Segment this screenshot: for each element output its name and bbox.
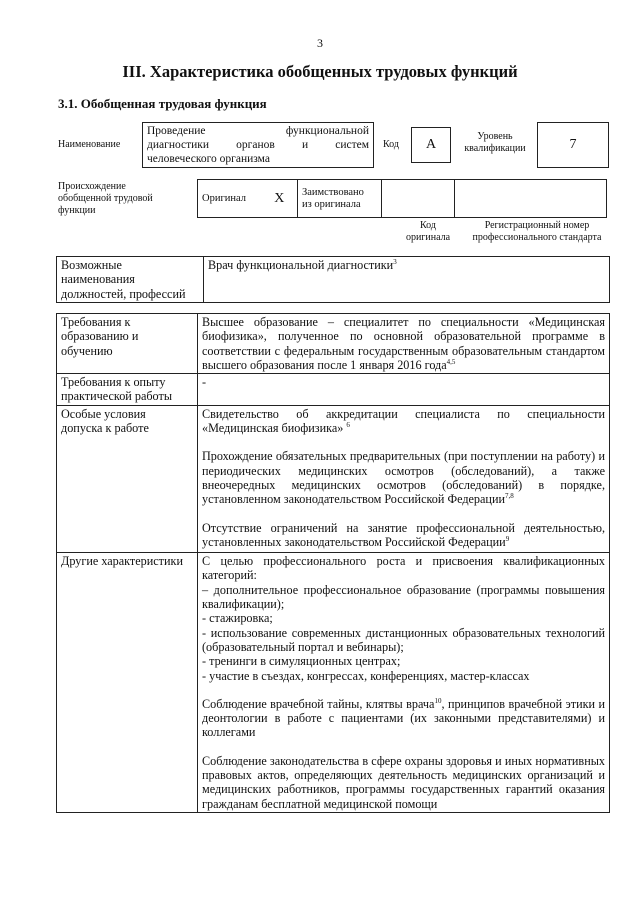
other-item: - использование современных дистанционных образовательных технологий (образовательный портал и вебинары); <box>202 625 605 654</box>
other-text: , принципов врачебной этики и деонтологии в работе с пациентами (их законными представителями) и коллегами <box>202 696 605 740</box>
original-mark: X <box>262 180 298 218</box>
positions-label <box>57 257 204 303</box>
special-text: Свидетельство об аккредитации специалиста по специальности «Медицинская биофизика» <box>202 406 605 436</box>
other-text: Соблюдение врачебной тайны, клятвы врача <box>202 696 435 711</box>
other-paragraph: Соблюдение законодательства в сфере охраны здоровья и иных нормативных правовых актов, определяющих деятельность медицинских организаций и медицинских работников, программы государственных гарантий оказания гражданам бесплатной медицинской помощи <box>202 753 605 811</box>
reg-caption-line: профессионального стандарта <box>472 232 602 243</box>
other-item: - участие в съездах, конгрессах, конференциях, мастер-классах <box>202 668 530 683</box>
experience-label <box>57 374 198 406</box>
code-value-box: А <box>411 127 451 163</box>
reg-number-cell <box>455 180 607 218</box>
level-label-line: Уровень <box>477 131 513 142</box>
code-caption <box>388 220 468 244</box>
footnote-ref: 9 <box>505 534 510 543</box>
function-name-box <box>142 122 374 168</box>
origin-table <box>197 179 607 218</box>
experience-label-line: практической работы <box>61 389 173 404</box>
special-label-line: допуска к работе <box>61 421 149 436</box>
other-item: - стажировка; <box>202 611 273 626</box>
borrowed-line: Заимствовано <box>302 186 364 198</box>
code-label: Код <box>383 139 399 150</box>
special-value <box>198 405 610 552</box>
borrowed-label <box>298 180 382 218</box>
special-label-line: Особые условия <box>61 406 146 421</box>
level-label <box>460 131 530 155</box>
footnote-ref: 3 <box>393 257 397 266</box>
positions-table <box>56 256 610 303</box>
other-value <box>198 553 610 813</box>
positions-label-line: Возможные <box>61 258 122 272</box>
reg-caption-line: Регистрационный номер <box>484 220 590 231</box>
positions-label-line: должностей, профессий <box>61 286 186 301</box>
special-paragraph <box>202 449 605 506</box>
experience-value: - <box>198 374 610 406</box>
code-caption-line: Код <box>420 220 436 231</box>
education-label-line: образованию и <box>61 329 139 344</box>
positions-text: Врач функциональной диагностики <box>208 258 394 272</box>
positions-label-line: наименования <box>61 272 135 287</box>
special-paragraph <box>202 521 605 552</box>
level-value-box: 7 <box>537 122 609 168</box>
original-label: Оригинал <box>198 180 262 218</box>
other-intro: С целью профессионального роста и присвоения квалификационных категорий: <box>202 554 605 583</box>
section-title: III. Характеристика обобщенных трудовых функций <box>122 62 518 81</box>
experience-label-line: Требования к опыту <box>61 375 166 390</box>
other-label: Другие характеристики <box>57 553 198 813</box>
special-paragraph <box>202 407 605 436</box>
education-text: Высшее образование – специалитет по специальности «Медицинская биофизика», полученное по основной образовательной программе в соответствии с федеральным государственным образовательным стандартом высшего образования после 1 января 2016 года <box>202 315 605 372</box>
code-caption-line: оригинала <box>405 232 451 243</box>
education-value <box>198 314 610 374</box>
footnote-ref: 10 <box>434 696 442 705</box>
origin-label-line: обобщенной трудовой <box>58 193 153 204</box>
positions-value <box>204 257 610 303</box>
function-name-line: диагностики органов и систем <box>147 139 369 151</box>
other-paragraph <box>202 697 605 740</box>
name-label: Наименование <box>58 139 121 150</box>
original-code-cell <box>382 180 455 218</box>
footnote-ref: 6 <box>346 421 350 430</box>
function-name-line: Проведение функциональной <box>147 125 369 137</box>
origin-label <box>58 181 153 217</box>
special-text: Прохождение обязательных предварительных (при поступлении на работу) и периодических медицинских осмотров (обследований), а также внеочередных медицинских осмотров (обследований) в порядке, установленном законодательством Российской Федерации <box>202 449 605 507</box>
page-number: 3 <box>317 36 323 50</box>
reg-caption <box>462 220 612 244</box>
special-text: Отсутствие ограничений на занятие профессиональной деятельностью, установленных законодательством Российской Федерации <box>202 520 605 549</box>
other-item: - тренинги в симуляционных центрах; <box>202 654 401 669</box>
borrowed-line: из оригинала <box>302 198 361 210</box>
education-label-line: Требования к <box>61 315 131 329</box>
footnote-ref: 7,8 <box>505 492 514 501</box>
footnote-ref: 4,5 <box>446 357 456 366</box>
level-label-line: квалификации <box>464 143 526 154</box>
function-name-line: человеческого организма <box>147 153 270 165</box>
origin-label-line: функции <box>58 205 96 216</box>
special-label <box>57 405 198 552</box>
education-label <box>57 314 198 374</box>
origin-label-line: Происхождение <box>58 181 126 192</box>
requirements-table <box>56 313 610 813</box>
subsection-title: 3.1. Обобщенная трудовая функция <box>58 96 267 111</box>
education-label-line: обучению <box>61 343 113 358</box>
other-item: – дополнительное профессиональное образование (программы повышения квалификации); <box>202 582 605 612</box>
